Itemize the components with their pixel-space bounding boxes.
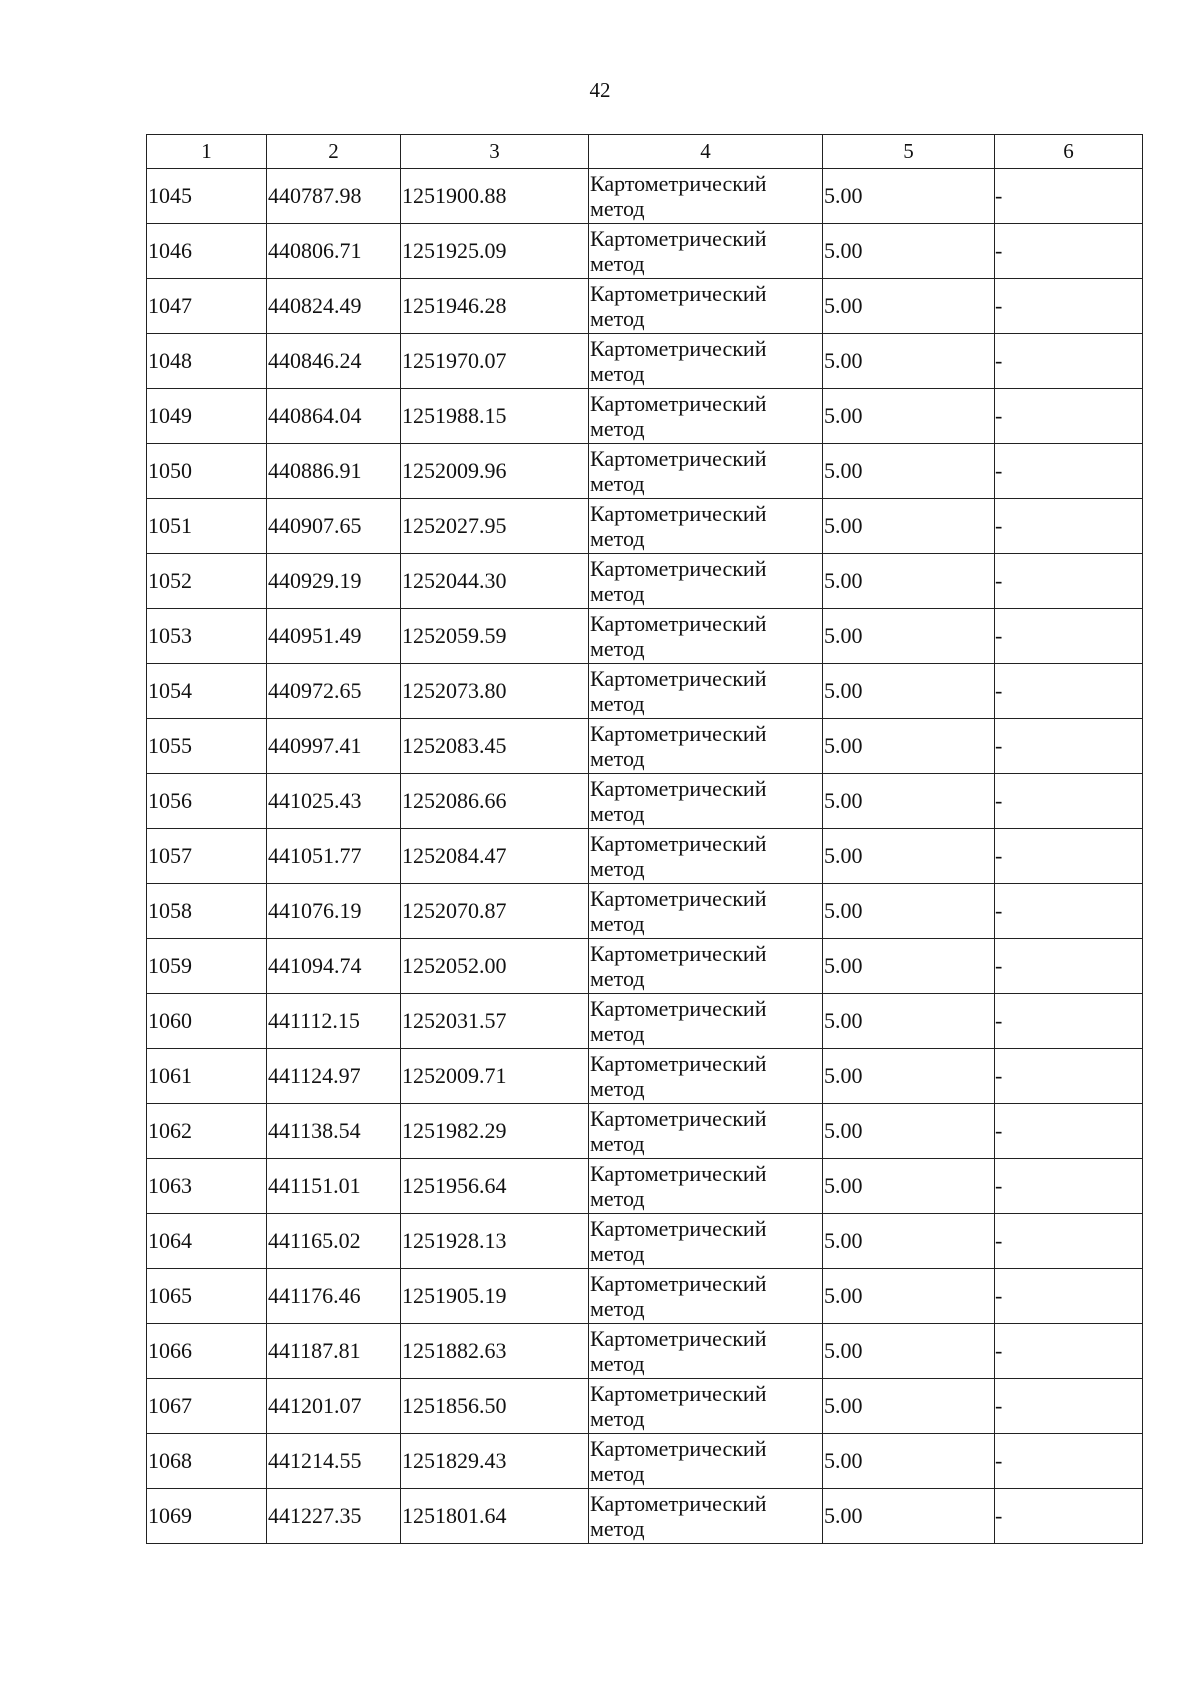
method-text-line-1: Картометрический [590,1326,767,1351]
error-value-cell: 5.00 [823,279,995,334]
method-text-line-1: Картометрический [590,556,767,581]
table-row [147,1269,1143,1324]
note-cell: - [995,1379,1143,1434]
x-coordinate-cell: 440907.65 [267,499,401,554]
table-row [147,169,1143,224]
point-number-cell: 1063 [147,1159,267,1214]
point-number-cell: 1059 [147,939,267,994]
x-coordinate-cell: 441025.43 [267,774,401,829]
table-row [147,1489,1143,1544]
table-row [147,884,1143,939]
point-number-cell: 1047 [147,279,267,334]
note-cell: - [995,1324,1143,1379]
x-coordinate-cell: 441051.77 [267,829,401,884]
y-coordinate-cell: 1251882.63 [401,1324,589,1379]
error-value-cell: 5.00 [823,1324,995,1379]
method-text-line-2: метод [590,1021,645,1046]
note-cell: - [995,1434,1143,1489]
note-cell: - [995,1159,1143,1214]
method-text-line-1: Картометрический [590,1216,767,1241]
y-coordinate-cell: 1252027.95 [401,499,589,554]
point-number-cell: 1049 [147,389,267,444]
y-coordinate-cell: 1251988.15 [401,389,589,444]
table-row [147,389,1143,444]
note-cell: - [995,554,1143,609]
header-row [147,135,1143,169]
error-value-cell: 5.00 [823,1159,995,1214]
method-text-line-2: метод [590,1241,645,1266]
table-row [147,1104,1143,1159]
table-row [147,774,1143,829]
note-cell: - [995,334,1143,389]
method-cell [589,279,823,334]
y-coordinate-cell: 1251956.64 [401,1159,589,1214]
method-text-line-1: Картометрический [590,1491,767,1516]
x-coordinate-cell: 440846.24 [267,334,401,389]
note-cell: - [995,994,1143,1049]
method-text-line-2: метод [590,581,645,606]
point-number-cell: 1068 [147,1434,267,1489]
method-text-line-1: Картометрический [590,941,767,966]
method-text-line-2: метод [590,196,645,221]
table-row [147,1049,1143,1104]
x-coordinate-cell: 440787.98 [267,169,401,224]
y-coordinate-cell: 1251801.64 [401,1489,589,1544]
method-cell [589,1434,823,1489]
point-number-cell: 1050 [147,444,267,499]
point-number-cell: 1056 [147,774,267,829]
point-number-cell: 1048 [147,334,267,389]
y-coordinate-cell: 1252059.59 [401,609,589,664]
note-cell: - [995,609,1143,664]
x-coordinate-cell: 440997.41 [267,719,401,774]
method-text-line-1: Картометрический [590,886,767,911]
method-text-line-2: метод [590,1186,645,1211]
note-cell: - [995,664,1143,719]
column-header-6: 6 [995,135,1143,169]
method-text-line-2: метод [590,1131,645,1156]
error-value-cell: 5.00 [823,1104,995,1159]
point-number-cell: 1066 [147,1324,267,1379]
point-number-cell: 1055 [147,719,267,774]
y-coordinate-cell: 1251856.50 [401,1379,589,1434]
method-text-line-1: Картометрический [590,226,767,251]
error-value-cell: 5.00 [823,1379,995,1434]
method-text-line-2: метод [590,966,645,991]
y-coordinate-cell: 1251900.88 [401,169,589,224]
method-cell [589,939,823,994]
error-value-cell: 5.00 [823,499,995,554]
method-text-line-1: Картометрический [590,1106,767,1131]
method-cell [589,1104,823,1159]
table-row [147,1214,1143,1269]
column-header-2: 2 [267,135,401,169]
method-cell [589,1159,823,1214]
method-text-line-2: метод [590,1461,645,1486]
method-text-line-1: Картометрический [590,666,767,691]
note-cell: - [995,1214,1143,1269]
method-text-line-1: Картометрический [590,446,767,471]
point-number-cell: 1057 [147,829,267,884]
table-row [147,994,1143,1049]
method-text-line-2: метод [590,856,645,881]
method-text-line-1: Картометрический [590,1051,767,1076]
method-text-line-1: Картометрический [590,501,767,526]
method-text-line-1: Картометрический [590,391,767,416]
x-coordinate-cell: 441176.46 [267,1269,401,1324]
method-text-line-2: метод [590,1076,645,1101]
x-coordinate-cell: 441227.35 [267,1489,401,1544]
method-text-line-2: метод [590,471,645,496]
note-cell: - [995,1104,1143,1159]
table-row [147,554,1143,609]
method-text-line-2: метод [590,1296,645,1321]
table-header [147,135,1143,169]
note-cell: - [995,224,1143,279]
table-row [147,1324,1143,1379]
point-number-cell: 1046 [147,224,267,279]
x-coordinate-cell: 441076.19 [267,884,401,939]
y-coordinate-cell: 1251925.09 [401,224,589,279]
method-text-line-1: Картометрический [590,721,767,746]
y-coordinate-cell: 1251905.19 [401,1269,589,1324]
note-cell: - [995,444,1143,499]
column-header-4: 4 [589,135,823,169]
coordinates-table [146,134,1143,1544]
method-cell [589,609,823,664]
table-row [147,444,1143,499]
method-cell [589,719,823,774]
point-number-cell: 1067 [147,1379,267,1434]
method-text-line-1: Картометрический [590,1161,767,1186]
method-text-line-2: метод [590,416,645,441]
error-value-cell: 5.00 [823,774,995,829]
error-value-cell: 5.00 [823,554,995,609]
method-cell [589,1214,823,1269]
method-text-line-2: метод [590,1516,645,1541]
y-coordinate-cell: 1252084.47 [401,829,589,884]
error-value-cell: 5.00 [823,1214,995,1269]
point-number-cell: 1053 [147,609,267,664]
error-value-cell: 5.00 [823,664,995,719]
error-value-cell: 5.00 [823,1049,995,1104]
error-value-cell: 5.00 [823,829,995,884]
method-cell [589,499,823,554]
table-row [147,1434,1143,1489]
method-cell [589,1324,823,1379]
method-cell [589,1489,823,1544]
method-cell [589,444,823,499]
method-text-line-2: метод [590,801,645,826]
point-number-cell: 1065 [147,1269,267,1324]
error-value-cell: 5.00 [823,994,995,1049]
table-row [147,1379,1143,1434]
note-cell: - [995,1489,1143,1544]
method-text-line-1: Картометрический [590,776,767,801]
column-header-5: 5 [823,135,995,169]
table-row [147,829,1143,884]
error-value-cell: 5.00 [823,719,995,774]
method-text-line-1: Картометрический [590,611,767,636]
method-text-line-2: метод [590,251,645,276]
x-coordinate-cell: 441138.54 [267,1104,401,1159]
note-cell: - [995,774,1143,829]
x-coordinate-cell: 441151.01 [267,1159,401,1214]
page-number: 42 [589,78,611,102]
error-value-cell: 5.00 [823,444,995,499]
note-cell: - [995,499,1143,554]
table-row [147,499,1143,554]
y-coordinate-cell: 1252073.80 [401,664,589,719]
point-number-cell: 1060 [147,994,267,1049]
column-header-1: 1 [147,135,267,169]
point-number-cell: 1069 [147,1489,267,1544]
point-number-cell: 1051 [147,499,267,554]
y-coordinate-cell: 1252083.45 [401,719,589,774]
error-value-cell: 5.00 [823,1269,995,1324]
table-row [147,224,1143,279]
method-text-line-2: метод [590,361,645,386]
point-number-cell: 1058 [147,884,267,939]
x-coordinate-cell: 440929.19 [267,554,401,609]
y-coordinate-cell: 1252009.71 [401,1049,589,1104]
method-text-line-2: метод [590,1351,645,1376]
x-coordinate-cell: 441094.74 [267,939,401,994]
method-text-line-2: метод [590,526,645,551]
x-coordinate-cell: 440824.49 [267,279,401,334]
note-cell: - [995,169,1143,224]
method-cell [589,829,823,884]
note-cell: - [995,1049,1143,1104]
method-text-line-2: метод [590,306,645,331]
error-value-cell: 5.00 [823,169,995,224]
method-text-line-1: Картометрический [590,1436,767,1461]
method-text-line-1: Картометрический [590,1381,767,1406]
error-value-cell: 5.00 [823,609,995,664]
method-text-line-1: Картометрический [590,171,767,196]
y-coordinate-cell: 1251970.07 [401,334,589,389]
y-coordinate-cell: 1251946.28 [401,279,589,334]
method-cell [589,389,823,444]
table-body [147,169,1143,1544]
point-number-cell: 1045 [147,169,267,224]
method-cell [589,334,823,389]
x-coordinate-cell: 441112.15 [267,994,401,1049]
method-cell [589,884,823,939]
note-cell: - [995,719,1143,774]
method-text-line-2: метод [590,746,645,771]
x-coordinate-cell: 441165.02 [267,1214,401,1269]
y-coordinate-cell: 1252086.66 [401,774,589,829]
table-row [147,719,1143,774]
x-coordinate-cell: 440864.04 [267,389,401,444]
note-cell: - [995,939,1143,994]
y-coordinate-cell: 1252070.87 [401,884,589,939]
method-text-line-1: Картометрический [590,831,767,856]
error-value-cell: 5.00 [823,389,995,444]
point-number-cell: 1054 [147,664,267,719]
x-coordinate-cell: 441201.07 [267,1379,401,1434]
y-coordinate-cell: 1251982.29 [401,1104,589,1159]
note-cell: - [995,389,1143,444]
note-cell: - [995,829,1143,884]
x-coordinate-cell: 440806.71 [267,224,401,279]
method-cell [589,554,823,609]
x-coordinate-cell: 440972.65 [267,664,401,719]
error-value-cell: 5.00 [823,884,995,939]
method-text-line-2: метод [590,636,645,661]
note-cell: - [995,1269,1143,1324]
error-value-cell: 5.00 [823,224,995,279]
note-cell: - [995,884,1143,939]
point-number-cell: 1062 [147,1104,267,1159]
table-row [147,609,1143,664]
point-number-cell: 1064 [147,1214,267,1269]
method-cell [589,774,823,829]
method-cell [589,1049,823,1104]
table-row [147,334,1143,389]
method-text-line-1: Картометрический [590,281,767,306]
x-coordinate-cell: 441214.55 [267,1434,401,1489]
error-value-cell: 5.00 [823,939,995,994]
y-coordinate-cell: 1252052.00 [401,939,589,994]
method-text-line-2: метод [590,911,645,936]
method-cell [589,1379,823,1434]
method-text-line-2: метод [590,691,645,716]
table-row [147,279,1143,334]
point-number-cell: 1061 [147,1049,267,1104]
method-cell [589,994,823,1049]
method-text-line-1: Картометрический [590,996,767,1021]
method-text-line-1: Картометрический [590,336,767,361]
note-cell: - [995,279,1143,334]
y-coordinate-cell: 1251829.43 [401,1434,589,1489]
table-row [147,939,1143,994]
method-cell [589,169,823,224]
table-row [147,664,1143,719]
x-coordinate-cell: 441187.81 [267,1324,401,1379]
x-coordinate-cell: 440951.49 [267,609,401,664]
x-coordinate-cell: 441124.97 [267,1049,401,1104]
error-value-cell: 5.00 [823,1434,995,1489]
point-number-cell: 1052 [147,554,267,609]
method-cell [589,1269,823,1324]
y-coordinate-cell: 1252009.96 [401,444,589,499]
table-row [147,1159,1143,1214]
error-value-cell: 5.00 [823,334,995,389]
y-coordinate-cell: 1252031.57 [401,994,589,1049]
y-coordinate-cell: 1252044.30 [401,554,589,609]
y-coordinate-cell: 1251928.13 [401,1214,589,1269]
method-cell [589,224,823,279]
method-text-line-1: Картометрический [590,1271,767,1296]
column-header-3: 3 [401,135,589,169]
method-cell [589,664,823,719]
x-coordinate-cell: 440886.91 [267,444,401,499]
error-value-cell: 5.00 [823,1489,995,1544]
method-text-line-2: метод [590,1406,645,1431]
